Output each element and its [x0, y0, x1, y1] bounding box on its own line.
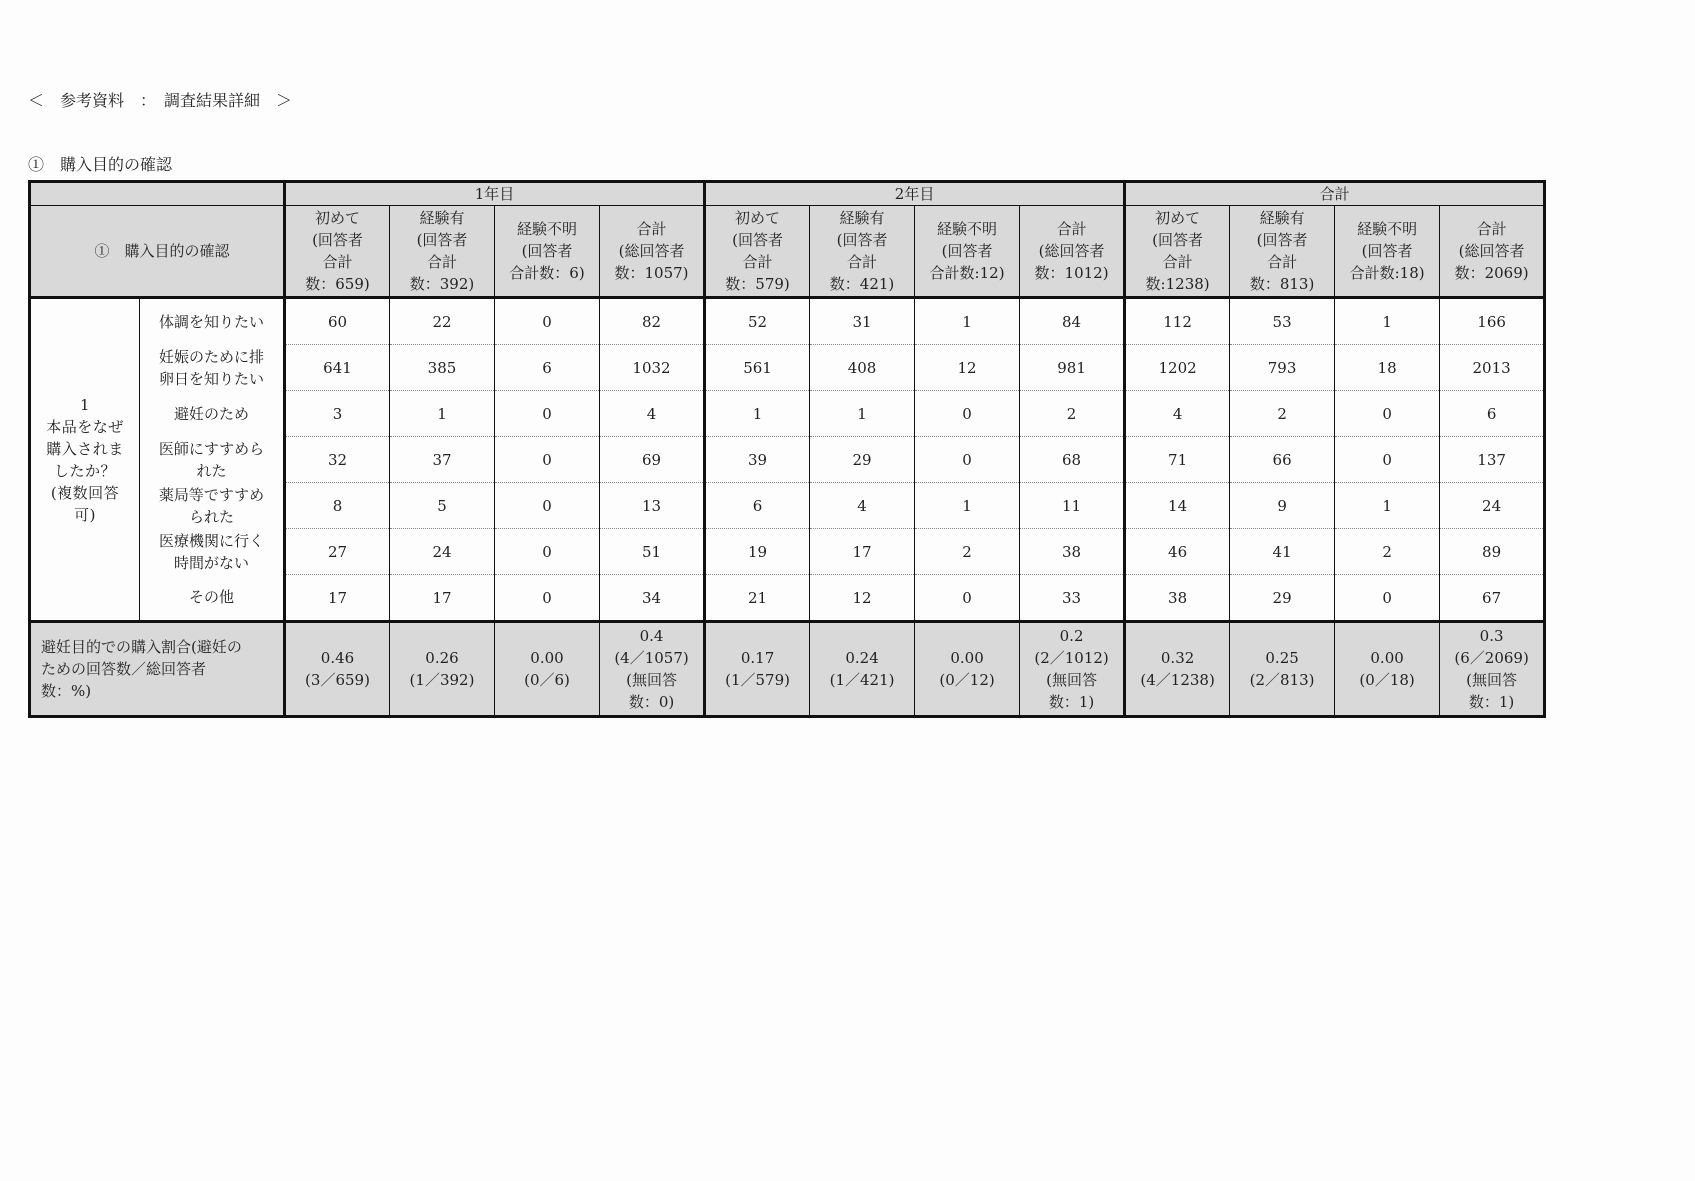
value-cell: 0 [495, 483, 600, 529]
value-cell: 8 [285, 483, 390, 529]
value-cell: 0 [1335, 391, 1440, 437]
value-cell: 11 [1020, 483, 1125, 529]
group-header: 2年目 [705, 182, 1125, 206]
cell-line: 数:1238) [1145, 275, 1210, 293]
cell-line: 時間がない [173, 553, 249, 572]
table-row [30, 345, 1545, 391]
ratio-cell [1230, 622, 1335, 717]
cell-line: (0／18) [1359, 671, 1415, 689]
ratio-cell [705, 622, 810, 717]
cell-line: (4／1238) [1140, 671, 1215, 689]
cell-line: 経験有 [1259, 209, 1305, 227]
ratio-cell [1335, 622, 1440, 717]
column-header [285, 206, 390, 298]
value-cell: 2 [1230, 391, 1335, 437]
cell-line: (1／579) [725, 671, 790, 689]
corner-label: ① 購入目的の確認 [30, 206, 285, 298]
column-header [600, 206, 705, 298]
column-header [390, 206, 495, 298]
cell-line: 1 [79, 395, 91, 414]
cell-line: (2／813) [1249, 671, 1315, 689]
value-cell: 0 [495, 298, 600, 345]
cell-line: 合計数:18) [1349, 264, 1425, 282]
section-title: ① 購入目的の確認 [28, 155, 173, 174]
cell-line: 0.46 [320, 649, 355, 667]
value-cell: 34 [600, 575, 705, 622]
value-cell: 19 [705, 529, 810, 575]
ratio-cell [1440, 622, 1545, 717]
table-row [30, 298, 1545, 345]
cell-line: (0／6) [524, 671, 570, 689]
cell-line: (1／392) [409, 671, 475, 689]
table-row [30, 575, 1545, 622]
cell-line: 数：1012) [1034, 264, 1109, 282]
value-cell: 13 [600, 483, 705, 529]
cell-line: (3／659) [305, 671, 370, 689]
ratio-cell [915, 622, 1020, 717]
value-cell: 6 [1440, 391, 1545, 437]
value-cell: 29 [1230, 575, 1335, 622]
column-header [705, 206, 810, 298]
value-cell: 38 [1020, 529, 1125, 575]
value-cell: 52 [705, 298, 810, 345]
value-cell: 29 [810, 437, 915, 483]
value-cell: 22 [390, 298, 495, 345]
cell-line: ための回答数／総回答者 [41, 660, 207, 678]
cell-line: (総回答者 [1038, 242, 1105, 260]
cell-line: したか？ [53, 461, 116, 480]
cell-line: られた [188, 507, 234, 526]
value-cell: 12 [810, 575, 915, 622]
ratio-cell [1020, 622, 1125, 717]
column-header-row [30, 206, 1545, 298]
cell-line: (0／12) [939, 671, 995, 689]
corner-cell-top [30, 182, 285, 206]
cell-line: (回答者 [941, 242, 993, 260]
cell-line: れた [196, 461, 227, 480]
cell-line: 合計 [1162, 253, 1193, 271]
column-header [495, 206, 600, 298]
cell-line: (無回答 [1466, 671, 1518, 689]
value-cell: 0 [915, 437, 1020, 483]
ratio-cell [810, 622, 915, 717]
cell-line: 数：659) [305, 275, 370, 293]
value-cell: 17 [810, 529, 915, 575]
cell-line: 数：813) [1249, 275, 1315, 293]
cell-line: 0.26 [425, 649, 459, 667]
option-label [140, 298, 285, 345]
value-cell: 166 [1440, 298, 1545, 345]
value-cell: 1 [1335, 298, 1440, 345]
cell-line: 薬局等ですすめ [158, 485, 265, 504]
value-cell: 71 [1125, 437, 1230, 483]
value-cell: 0 [495, 391, 600, 437]
cell-line: (無回答 [1046, 671, 1097, 689]
cell-line: 経験有 [839, 209, 885, 227]
value-cell: 1202 [1125, 345, 1230, 391]
column-header [1230, 206, 1335, 298]
cell-line: 購入されま [46, 439, 124, 458]
value-cell: 32 [285, 437, 390, 483]
cell-line: 合計 [1056, 220, 1087, 238]
option-label [140, 391, 285, 437]
table-row [30, 437, 1545, 483]
cell-line: 合計 [636, 220, 667, 238]
cell-line: 合計数：6) [509, 264, 585, 282]
value-cell: 385 [390, 345, 495, 391]
cell-line: 数：2069) [1454, 264, 1529, 282]
value-cell: 18 [1335, 345, 1440, 391]
value-cell: 60 [285, 298, 390, 345]
value-cell: 2 [1020, 391, 1125, 437]
cell-line: 初めて [1155, 209, 1201, 227]
option-label [140, 345, 285, 391]
value-cell: 21 [705, 575, 810, 622]
value-cell: 39 [705, 437, 810, 483]
cell-line: 0.00 [1370, 649, 1404, 667]
question-cell [30, 298, 140, 622]
cell-line: 卵日を知りたい [158, 369, 264, 388]
value-cell: 66 [1230, 437, 1335, 483]
cell-line: 合計 [1476, 220, 1507, 238]
cell-line: 妊娠のために排 [158, 347, 264, 366]
cell-line: (回答者 [1256, 231, 1308, 249]
cell-line: 0.3 [1479, 627, 1504, 645]
value-cell: 2 [915, 529, 1020, 575]
value-cell: 24 [390, 529, 495, 575]
value-cell: 1032 [600, 345, 705, 391]
value-cell: 82 [600, 298, 705, 345]
value-cell: 981 [1020, 345, 1125, 391]
cell-line: (回答者 [1361, 242, 1413, 260]
cell-line: 0.24 [845, 649, 879, 667]
value-cell: 1 [390, 391, 495, 437]
value-cell: 41 [1230, 529, 1335, 575]
cell-line: 経験不明 [516, 220, 577, 238]
cell-line: 0.00 [950, 649, 984, 667]
cell-line: (6／2069) [1454, 649, 1529, 667]
value-cell: 4 [1125, 391, 1230, 437]
value-cell: 0 [915, 391, 1020, 437]
column-header [810, 206, 915, 298]
value-cell: 9 [1230, 483, 1335, 529]
cell-line: 数：1) [1048, 693, 1095, 711]
value-cell: 1 [915, 298, 1020, 345]
cell-line: 避妊のため [173, 404, 249, 423]
value-cell: 1 [810, 391, 915, 437]
option-label [140, 437, 285, 483]
cell-line: 経験有 [419, 209, 465, 227]
cell-line: 合計 [322, 253, 353, 271]
ratio-cell [285, 622, 390, 717]
cell-line: その他 [188, 588, 234, 607]
cell-line: 0.32 [1160, 649, 1195, 667]
cell-line: 合計 [742, 253, 773, 271]
value-cell: 0 [1335, 575, 1440, 622]
value-cell: 67 [1440, 575, 1545, 622]
value-cell: 1 [915, 483, 1020, 529]
cell-line: 数：1) [1468, 693, 1515, 711]
cell-line: 体調を知りたい [158, 312, 264, 331]
cell-line: 合計 [426, 253, 457, 271]
value-cell: 38 [1125, 575, 1230, 622]
value-cell: 1 [1335, 483, 1440, 529]
cell-line: (複数回答 [50, 483, 120, 502]
value-cell: 37 [390, 437, 495, 483]
cell-line: 数：392) [409, 275, 475, 293]
cell-line: (1／421) [829, 671, 895, 689]
cell-line: 0.25 [1265, 649, 1299, 667]
value-cell: 51 [600, 529, 705, 575]
cell-line: (回答者 [416, 231, 468, 249]
cell-line: 可) [74, 505, 96, 524]
value-cell: 5 [390, 483, 495, 529]
value-cell: 561 [705, 345, 810, 391]
group-header: 1年目 [285, 182, 705, 206]
value-cell: 0 [915, 575, 1020, 622]
cell-line: (回答者 [521, 242, 573, 260]
cell-line: (回答者 [836, 231, 888, 249]
value-cell: 46 [1125, 529, 1230, 575]
group-header-row [30, 182, 1545, 206]
value-cell: 408 [810, 345, 915, 391]
column-header [1020, 206, 1125, 298]
table-row [30, 391, 1545, 437]
cell-line: (2／1012) [1034, 649, 1109, 667]
value-cell: 89 [1440, 529, 1545, 575]
value-cell: 14 [1125, 483, 1230, 529]
cell-line: 本品をなぜ [46, 417, 124, 436]
option-label [140, 529, 285, 575]
cell-line: 初めて [314, 209, 360, 227]
ratio-row [30, 622, 1545, 717]
value-cell: 84 [1020, 298, 1125, 345]
cell-line: 0.00 [530, 649, 564, 667]
value-cell: 4 [600, 391, 705, 437]
cell-line: 0.4 [639, 627, 664, 645]
value-cell: 641 [285, 345, 390, 391]
ratio-cell [495, 622, 600, 717]
cell-line: 経験不明 [1357, 220, 1418, 238]
ratio-cell [600, 622, 705, 717]
cell-line: 数：579) [725, 275, 790, 293]
value-cell: 27 [285, 529, 390, 575]
cell-line: 0.17 [740, 649, 775, 667]
option-label [140, 483, 285, 529]
column-header [1440, 206, 1545, 298]
value-cell: 33 [1020, 575, 1125, 622]
cell-line: 0.2 [1059, 627, 1084, 645]
cell-line: 医療機関に行く [158, 531, 264, 550]
value-cell: 6 [705, 483, 810, 529]
value-cell: 12 [915, 345, 1020, 391]
cell-line: 合計 [847, 253, 878, 271]
option-label [140, 575, 285, 622]
survey-results-table [28, 180, 1546, 718]
value-cell: 0 [495, 437, 600, 483]
value-cell: 2013 [1440, 345, 1545, 391]
value-cell: 17 [390, 575, 495, 622]
table-row [30, 483, 1545, 529]
cell-line: 合計数:12) [929, 264, 1005, 282]
value-cell: 24 [1440, 483, 1545, 529]
cell-line: 医師にすすめら [158, 439, 265, 458]
ratio-label [30, 622, 285, 717]
value-cell: 0 [495, 575, 600, 622]
cell-line: 数：%) [41, 682, 92, 700]
cell-line: (回答者 [312, 231, 363, 249]
value-cell: 137 [1440, 437, 1545, 483]
cell-line: (総回答者 [618, 242, 685, 260]
cell-line: 避妊目的での購入割合(避妊の [41, 638, 242, 656]
cell-line: 経験不明 [937, 220, 998, 238]
cell-line: (回答者 [732, 231, 783, 249]
ratio-cell [1125, 622, 1230, 717]
table-row [30, 529, 1545, 575]
cell-line: 数：0) [628, 693, 675, 711]
value-cell: 793 [1230, 345, 1335, 391]
cell-line: 数：421) [829, 275, 895, 293]
page-header: ＜ 参考資料 ： 調査結果詳細 ＞ [28, 91, 293, 110]
value-cell: 53 [1230, 298, 1335, 345]
value-cell: 112 [1125, 298, 1230, 345]
cell-line: 合計 [1267, 253, 1298, 271]
value-cell: 1 [705, 391, 810, 437]
value-cell: 2 [1335, 529, 1440, 575]
value-cell: 31 [810, 298, 915, 345]
value-cell: 3 [285, 391, 390, 437]
value-cell: 4 [810, 483, 915, 529]
group-header: 合計 [1125, 182, 1545, 206]
value-cell: 0 [495, 529, 600, 575]
column-header [1335, 206, 1440, 298]
cell-line: 数：1057) [614, 264, 689, 282]
cell-line: 初めて [735, 209, 781, 227]
value-cell: 0 [1335, 437, 1440, 483]
value-cell: 68 [1020, 437, 1125, 483]
value-cell: 6 [495, 345, 600, 391]
ratio-cell [390, 622, 495, 717]
column-header [1125, 206, 1230, 298]
value-cell: 17 [285, 575, 390, 622]
cell-line: (4／1057) [614, 649, 689, 667]
column-header [915, 206, 1020, 298]
cell-line: (回答者 [1152, 231, 1204, 249]
cell-line: (総回答者 [1458, 242, 1525, 260]
cell-line: (無回答 [626, 671, 677, 689]
value-cell: 69 [600, 437, 705, 483]
